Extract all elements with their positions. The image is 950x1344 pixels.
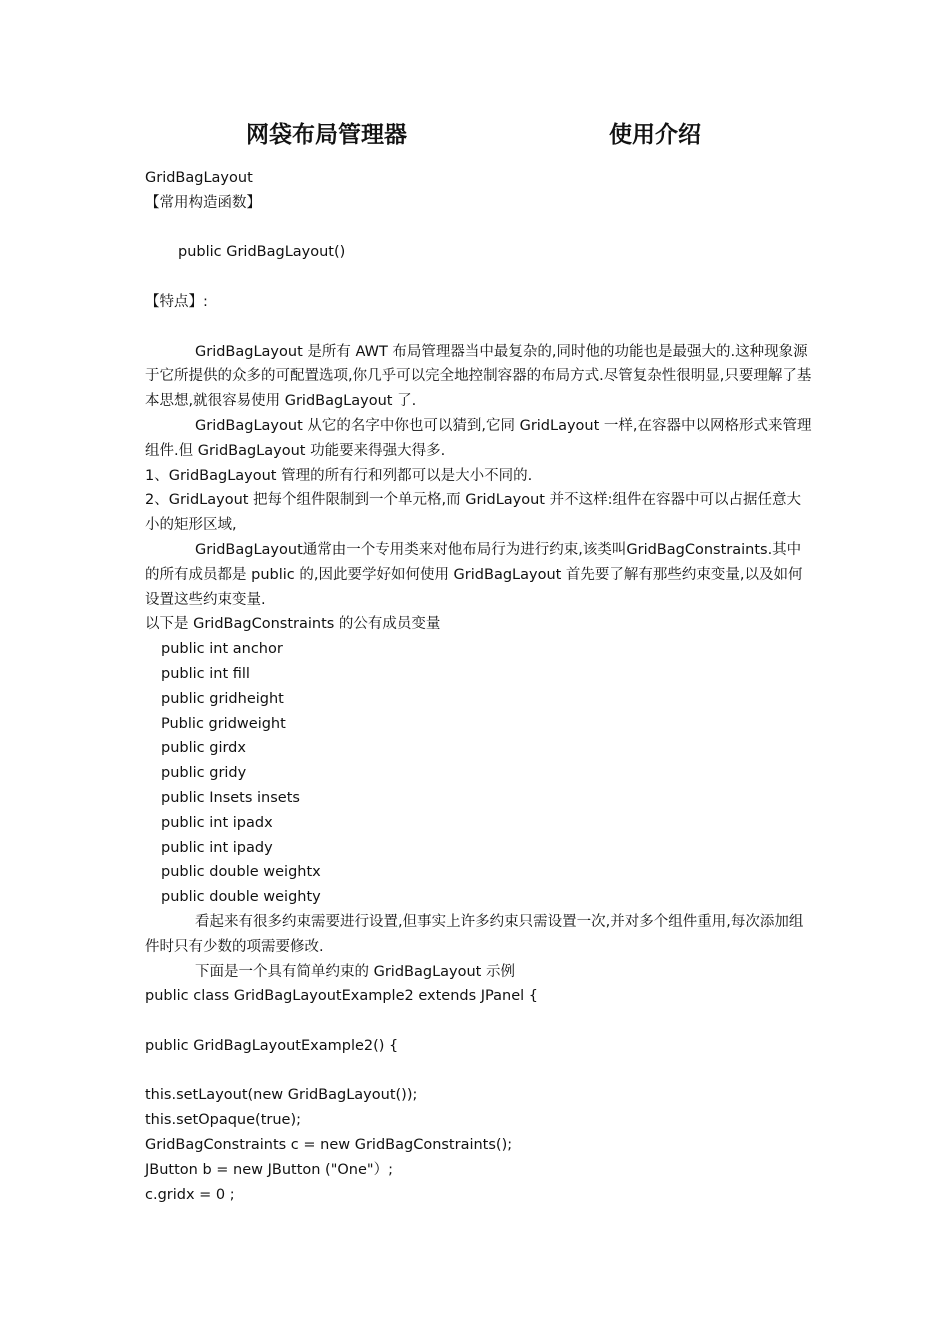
member-item: public gridheight [161,690,284,707]
member-item: public Insets insets [161,789,300,806]
constructor-signature: public GridBagLayout() [178,244,346,261]
spacer [145,216,813,241]
class-name: GridBagLayout [145,170,253,186]
code-line: this.setOpaque(true); [145,1112,302,1129]
member-item: public int anchor [161,641,283,658]
paragraph-5: 下面是一个具有简单约束的 GridBagLayout 示例 [195,963,515,980]
code-class-declaration: public class GridBagLayoutExample2 extends JPanel { [145,988,538,1005]
member-item: public int ipadx [161,814,273,831]
member-item: public int fill [161,665,250,682]
list-item-2: 2、GridLayout 把每个组件限制到一个单元格,而 GridLayout 并不这样:组件在容器中可以占据任意大小的矩形区域, [145,492,801,534]
document-body [145,166,813,1207]
code-line: c.gridx = 0 ; [145,1186,235,1203]
code-line: GridBagConstraints c = new GridBagConstraints(); [145,1137,513,1154]
features-heading: 【特点】: [145,293,208,310]
member-item: public gridy [161,765,247,782]
spacer [145,315,813,340]
paragraph-1: GridBagLayout 是所有 AWT 布局管理器当中最复杂的,同时他的功能也是最强大的.这种现象源于它所提供的众多的可配置选项,你几乎可以完全地控制容器的布局方式.尽管复杂性很明显,只要理解了基本思想,就很容易使用 GridBagLayout 了. [145,343,812,410]
code-line: this.setLayout(new GridBagLayout()); [145,1087,418,1104]
constructors-heading: 【常用构造函数】 [145,194,261,211]
title-right: 使用介绍 [609,122,701,148]
member-item: public double weighty [161,889,321,906]
spacer [145,1059,813,1084]
paragraph-2: GridBagLayout 从它的名字中你也可以猜到,它同 GridLayout 一样,在容器中以网格形式来管理组件.但 GridBagLayout 功能要来得强大得多. [145,417,812,459]
member-item: public int ipady [161,839,273,856]
spacer [145,265,813,290]
document-title [0,118,950,152]
list-item-1: 1、GridBagLayout 管理的所有行和列都可以是大小不同的. [145,467,533,484]
paragraph-4: 看起来有很多约束需要进行设置,但事实上许多约束只需设置一次,并对多个组件重用,每次添加组件时只有少数的项需要修改. [145,913,804,955]
paragraph-3: GridBagLayout通常由一个专用类来对他布局行为进行约束,该类叫GridBagConstraints.其中的所有成员都是 public 的,因此要学好如何使用 GridBagLayout 首先要了解有那些约束变量,以及如何设置这些约束变量. [145,541,803,608]
member-item: public girdx [161,740,246,757]
code-constructor-declaration: public GridBagLayoutExample2() { [145,1037,399,1054]
members-intro: 以下是 GridBagConstraints 的公有成员变量 [145,616,441,633]
spacer [145,1009,813,1034]
title-left: 网袋布局管理器 [246,122,407,148]
code-line: JButton b = new JButton ("One"）; [145,1161,393,1178]
member-item: public double weightx [161,864,321,881]
member-item: Public gridweight [161,715,286,732]
